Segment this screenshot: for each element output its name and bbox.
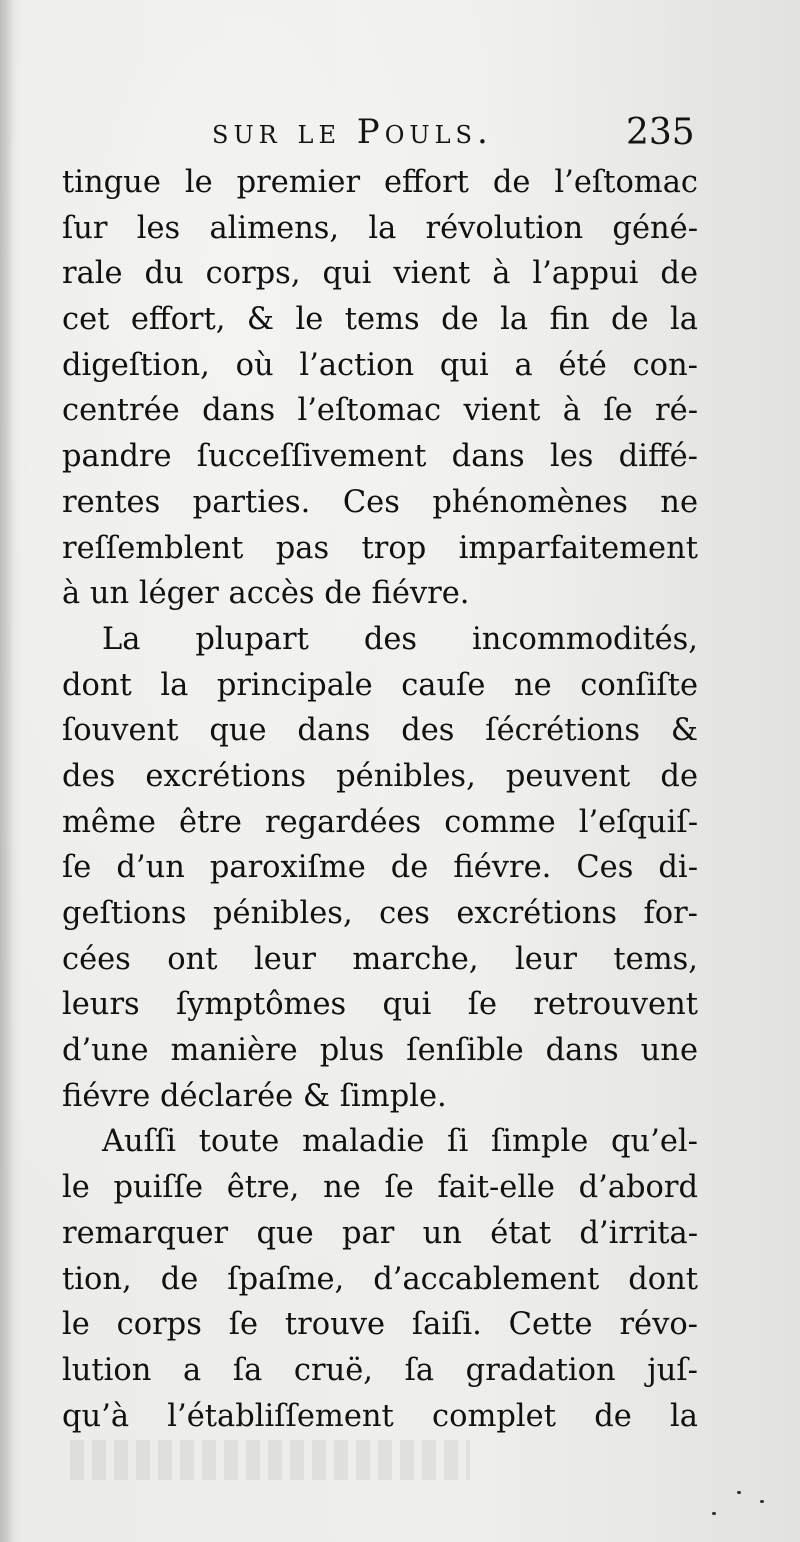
text-line: d’une manière plus ſenſible dans une (62, 1033, 698, 1069)
text-line: digeſtion, où l’action qui a été con- (62, 347, 698, 383)
ink-speck (760, 1500, 764, 1503)
text-line: ſe d’un paroxiſme de fiévre. Ces di- (62, 850, 698, 886)
text-line: le puiſſe être, ne ſe fait-elle d’abord (62, 1170, 698, 1206)
text-line: tion, de ſpaſme, d’accablement dont (62, 1261, 698, 1297)
text-line: Auſſi toute maladie ſi ſimple qu’el- (102, 1124, 698, 1160)
page-header (0, 112, 800, 162)
text-line: pandre ſucceſſivement dans les diffé- (62, 439, 698, 475)
text-line: dont la principale cauſe ne conſiſte (62, 667, 698, 703)
binding-shadow (0, 0, 14, 1542)
ink-speck (712, 1512, 716, 1515)
show-through-texture (70, 1440, 470, 1480)
text-line: rale du corps, qui vient à l’appui de (62, 256, 698, 292)
running-head: sur le Pouls. (212, 112, 493, 152)
text-line: ſouvent que dans des ſécrétions & (62, 713, 698, 749)
text-line: cées ont leur marche, leur tems, (62, 941, 698, 977)
text-line: des excrétions pénibles, peuvent de (62, 758, 698, 794)
text-line: à un léger accès de fiévre. (62, 576, 470, 612)
text-line: ſur les alimens, la révolution géné- (62, 210, 698, 246)
text-line: geſtions pénibles, ces excrétions for- (62, 896, 698, 931)
text-line: reſſemblent pas trop imparfaitement (62, 530, 698, 566)
text-line: qu’à l’établiſſement complet de la (62, 1398, 698, 1434)
page-number: 235 (626, 112, 695, 153)
text-line: rentes parties. Ces phénomènes ne (62, 484, 698, 520)
text-line: lution a ſa cruë, ſa gradation juſ- (62, 1352, 698, 1388)
text-line: fiévre déclarée & ſimple. (62, 1078, 447, 1114)
text-line: cet effort, & le tems de la fin de la (62, 302, 698, 338)
text-line: même être regardées comme l’eſquiſ- (62, 804, 698, 840)
text-line: remarquer que par un état d’irrita- (62, 1215, 698, 1251)
text-line: le corps ſe trouve ſaiſi. Cette révo- (62, 1307, 698, 1343)
text-line: centrée dans l’eſtomac vient à ſe ré- (62, 393, 698, 429)
ink-speck (737, 1491, 741, 1494)
body-text (62, 160, 698, 1439)
text-line: tingue le premier effort de l’eſtomac (62, 165, 698, 200)
text-line: La plupart des incommodités, (102, 621, 698, 657)
text-line: leurs ſymptômes qui ſe retrouvent (62, 987, 698, 1023)
